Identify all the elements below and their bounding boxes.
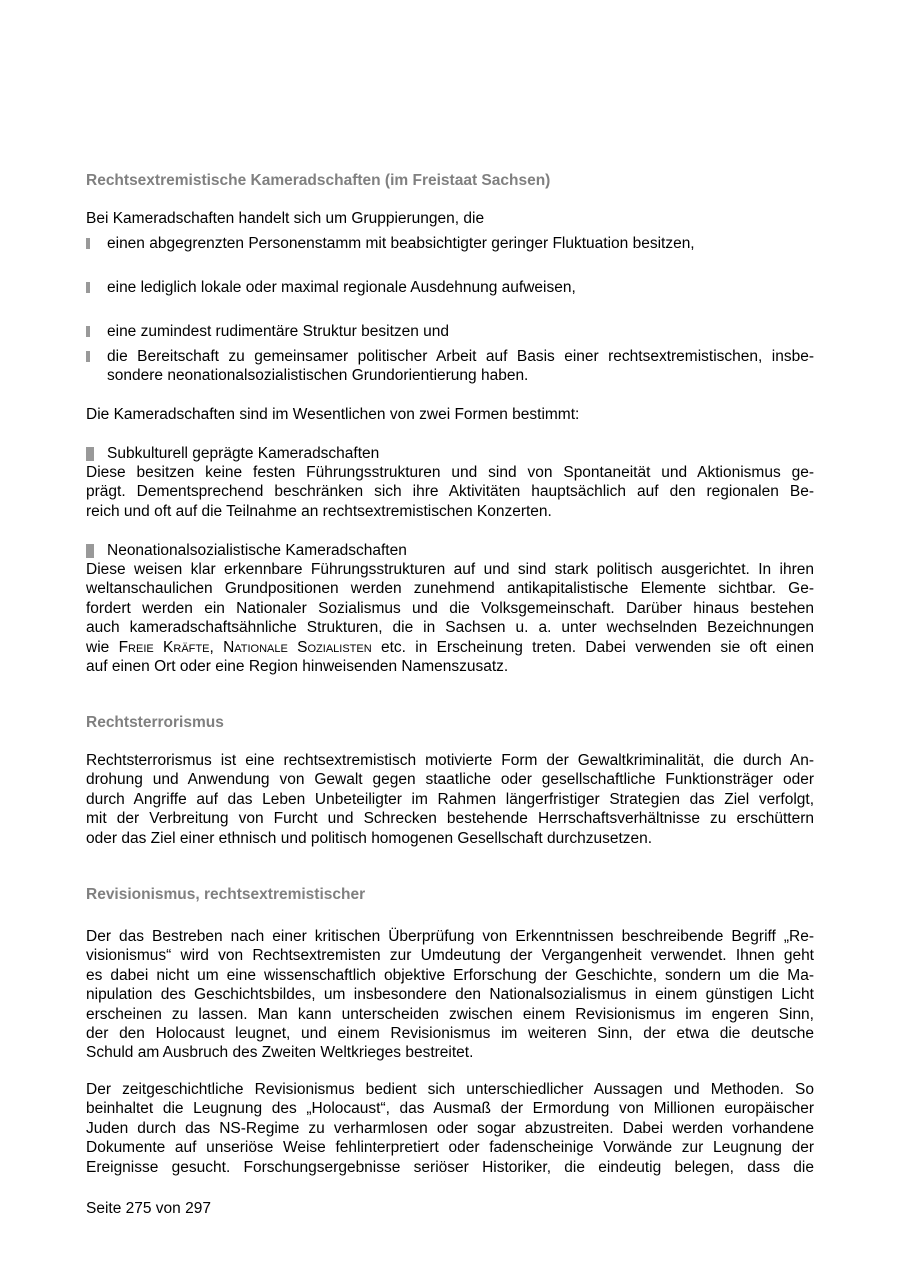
bullet-text: eine zumindest rudimentäre Struktur besitzen und [107, 323, 450, 340]
bullet-marker-icon [86, 238, 90, 249]
heading-kameradschaften: Rechtsextremistische Kameradschaften (im Freistaat Sachsen) [86, 172, 551, 189]
paragraph-line: Schuld am Ausbruch des Zweiten Weltkrieges bestreitet. [86, 1044, 474, 1062]
paragraph-line: der den Holocaust leugnet, und einem Revisionismus im weiteren Sinn, der etwa die deutsche [86, 1025, 814, 1043]
paragraph-line: oder das Ziel einer ethnisch und politisch homogenen Gesellschaft durchzusetzen. [86, 829, 653, 847]
paragraph-line [86, 638, 814, 657]
paragraph-line: auf einen Ort oder eine Region hinweisenden Namenszusatz. [86, 658, 509, 676]
bullet-marker-icon [86, 544, 94, 558]
paragraph-line: weltanschaulichen Grundpositionen werden zunehmend antikapitalistische Elemente sichtbar. Ge- [86, 580, 814, 598]
bullet-marker-icon [86, 447, 94, 461]
paragraph-line: Der zeitgeschichtliche Revisionismus bedient sich unterschiedlicher Aussagen und Methoden. So [86, 1081, 814, 1098]
bullet-text [107, 347, 814, 386]
group-name: Nationale Sozialisten [223, 638, 372, 656]
revision-paragraph-1 [86, 927, 814, 1063]
paragraph-line: drohung und Anwendung von Gewalt gegen staatliche oder gesellschaftliche Funktionsträger oder [86, 771, 814, 789]
paragraph-line: reich und oft auf die Teilnahme an rechtsextremistischen Konzerten. [86, 502, 552, 520]
intro-paragraph: Bei Kameradschaften handelt sich um Gruppierungen, die [86, 210, 485, 227]
form2-paragraph [86, 560, 814, 676]
forms-intro: Die Kameradschaften sind im Wesentlichen von zwei Formen bestimmt: [86, 406, 580, 423]
group-name: Freie Kräfte [118, 638, 210, 656]
bullet-line: die Bereitschaft zu gemeinsamer politischer Arbeit auf Basis einer rechtsextremistischen, insbe- [107, 348, 814, 365]
bullet-text: eine lediglich lokale oder maximal regionale Ausdehnung aufweisen, [107, 279, 576, 296]
revision-paragraph-2 [86, 1080, 814, 1177]
paragraph-line: Der das Bestreben nach einer kritischen Überprüfung von Erkenntnissen beschreibende Begriff „Re- [86, 928, 814, 945]
paragraph-line: Juden durch das NS-Regime zu verharmlosen oder sogar abzustreiten. Dabei werden vorhandene [86, 1119, 814, 1137]
paragraph-line: beinhaltet die Leugnung des „Holocaust“, das Ausmaß der Ermordung von Millionen europäischer [86, 1100, 814, 1118]
bullet-marker-icon [86, 351, 90, 362]
paragraph-line: auch kameradschaftsähnliche Strukturen, die in Sachsen u. a. unter wechselnden Bezeichnungen [86, 619, 814, 637]
paragraph-line: mit der Verbreitung von Furcht und Schrecken bestehende Herrschaftsverhältnisse zu erschüttern [86, 810, 814, 828]
paragraph-line: Dokumente auf unseriöse Weise fehlinterpretiert oder fadenscheinige Vorwände zur Leugnung der [86, 1139, 814, 1157]
bullet-marker-icon [86, 282, 90, 293]
paragraph-line: Rechtsterrorismus ist eine rechtsextremistisch motivierte Form der Gewaltkriminalität, die durch An- [86, 752, 814, 769]
page-number: Seite 275 von 297 [86, 1200, 211, 1217]
paragraph-line: fordert werden ein Nationaler Sozialismus und die Volksgemeinschaft. Darüber hinaus bestehen [86, 599, 814, 617]
paragraph-line: visionismus“ wird von Rechtsextremisten zur Umdeutung der Vergangenheit verwendet. Ihnen geht [86, 947, 814, 965]
text-run: wie [86, 638, 119, 656]
paragraph-line: erscheinen zu lassen. Man kann unterscheiden zwischen einem Revisionismus im engeren Sinn, [86, 1005, 814, 1023]
form1-paragraph [86, 463, 814, 521]
heading-rechtsterrorismus: Rechtsterrorismus [86, 714, 224, 731]
paragraph-line: Ereignisse gesucht. Forschungsergebnisse seriöser Historiker, die eindeutig belegen, dass die [86, 1158, 814, 1176]
paragraph-line: Diese weisen klar erkennbare Führungsstrukturen auf und sind stark politisch ausgerichtet. In ihren [86, 561, 814, 578]
paragraph-line: es dabei nicht um eine wissenschaftlich objektive Erforschung der Geschichte, sondern um die Ma- [86, 966, 814, 984]
paragraph-line: durch Angriffe auf das Leben Unbeteiligter im Rahmen längerfristiger Strategien das Ziel verfolgt, [86, 790, 814, 808]
paragraph-line: Diese besitzen keine festen Führungsstrukturen und sind von Spontaneität und Aktionismus ge- [86, 464, 814, 481]
paragraph-line: prägt. Dementsprechend beschränken sich ihre Aktivitäten hauptsächlich auf den regionalen Be- [86, 483, 814, 501]
bullet-marker-icon [86, 326, 90, 337]
bullet-line: sondere neonationalsozialistischen Grundorientierung haben. [107, 367, 529, 385]
form-title-text: Subkulturell geprägte Kameradschaften [107, 445, 380, 462]
terror-paragraph [86, 751, 814, 848]
text-run: etc. in Erscheinung treten. Dabei verwenden sie oft einen [371, 638, 814, 656]
bullet-text: einen abgegrenzten Personenstamm mit beabsichtigter geringer Fluktuation besitzen, [107, 235, 695, 252]
heading-revisionismus: Revisionismus, rechtsextremistischer [86, 886, 366, 903]
text-run: , [209, 638, 224, 656]
paragraph-line: nipulation des Geschichtsbildes, um insbesondere den Nationalsozialismus in einem günstigen Licht [86, 986, 814, 1004]
form-title-text: Neonationalsozialistische Kameradschaften [107, 542, 407, 559]
